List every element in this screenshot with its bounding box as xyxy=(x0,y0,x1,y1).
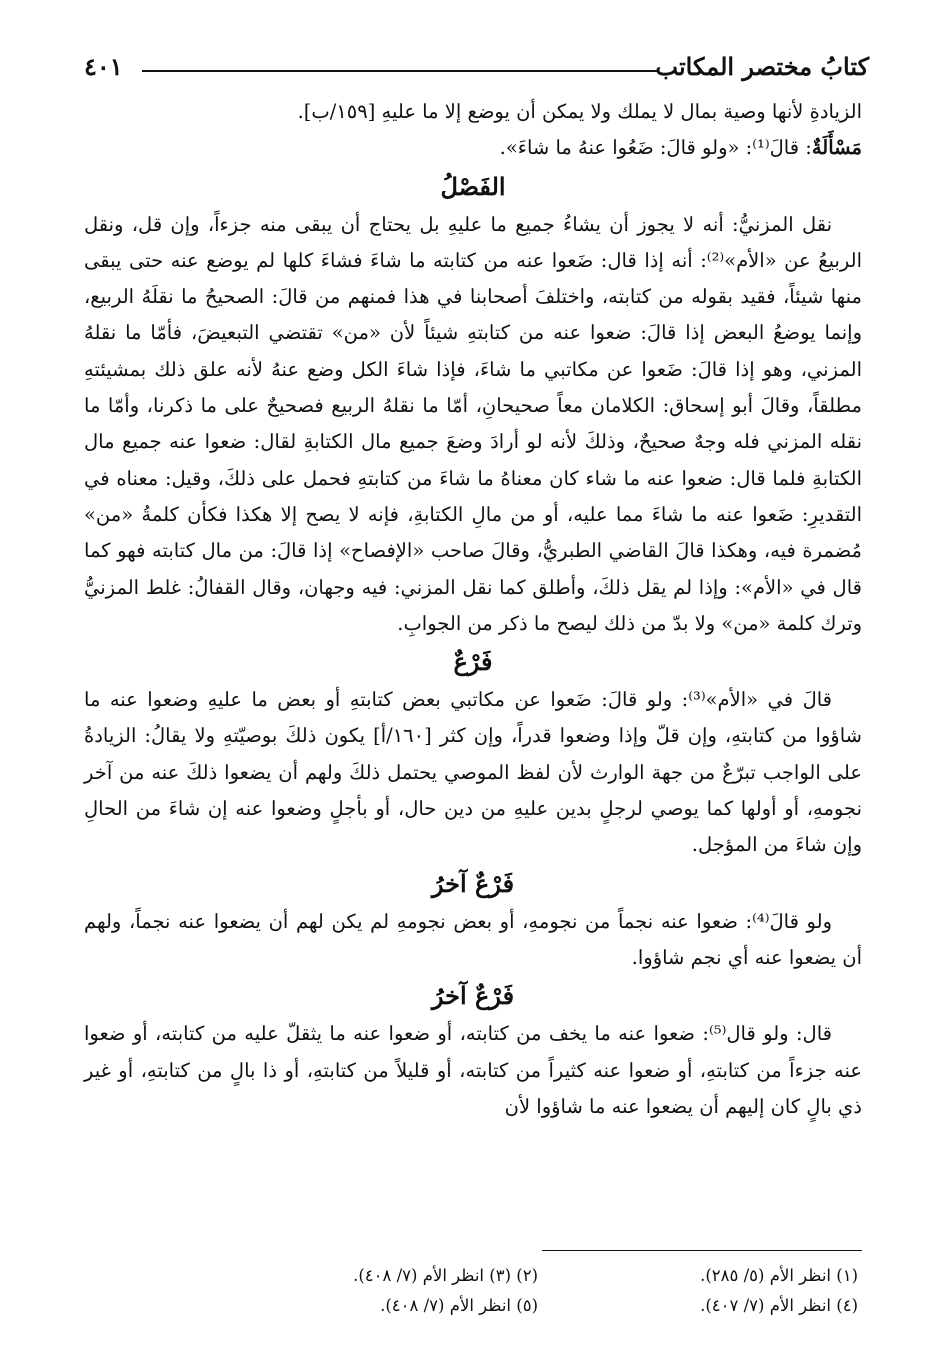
paragraph: نقل المزنيُّ: أنه لا يجوز أن يشاءُ جميع ما عليهِ بل يحتاج أن يبقى منه جزءاً، وإن قل، ونقل الربيعُ عن «الأم»⁽²⁾: أنه إذا قال: ضَعوا عنه من كتابته ما شاءَ فشاءَ كلها لم يوضع عنه حتى يبقى منها شيئاً، فقيد بقوله من كتابته، واختلفَ أصحابنا في هذا فمنهم من قالَ: الصحيحُ ما نقلَهُ الربيع، وإنما يوضعُ البعض إذا قالَ: ضعوا عنه من كتابتهِ شيئاً لأن «من» تقتضي التبعيضَ، فأمّا ما نقلهُ المزني، وهو إذا قالَ: ضَعوا عن مكاتبي ما شاءَ، فإذا شاءَ الكل وضع عنهُ لأنه علق ذلك بمشيئتهِ مطلقاً، وقالَ أبو إسحاق: الكلامان معاً صحيحانِ، أمّا ما نقلهُ الربيع فصحيحٌ على ما ذكرنا، وأمّا ما نقله المزني فله وجهٌ صحيحٌ، وذلكَ لأنه لو أرادَ وضعَ جميع مال الكتابةِ لقال: ضعوا عنه جميع مال الكتابةِ فلما قال: ضعوا عنه ما شاء كان معناهُ ما شاءَ من كتابتهِ فحمل على ذلكَ، وقيل: معناه في التقديرِ: ضَعوا عنه ما شاءَ مما عليه، أو من مالِ الكتابةِ، فإنه لا يصح إلا هكذا فكأن كلمةُ «من» مُضمرة فيه، وهكذا قالَ القاضي الطبريُّ، وقالَ صاحب «الإفصاح» إذا قالَ: من مال كتابته فهو كما قال في «الأم»: وإذا لم يقل ذلكَ، وأطلق كما نقل المزني: فيه وجهان، وقال القفالُ: غلط المزنيُّ وترك كلمة «من» ولا بدّ من ذلك ليصح ما ذكر من الجوابِ. xyxy=(84,212,863,635)
footnote-row xyxy=(88,1296,858,1324)
main-text xyxy=(84,94,862,1125)
section-heading-fasl: الفَصْلُ xyxy=(440,171,506,201)
masala-text: : قالَ⁽¹⁾: «ولو قالَ: ضَعُوا عنهُ ما شاءَ». xyxy=(499,136,812,160)
paragraph: قال: ولو قال⁽⁵⁾: ضعوا عنه ما يخف من كتابته، أو ضعوا عنه ما يثقلّ عليه من كتابته، أو ضعوا عنه جزءاً من كتابتهِ، أو ضعوا عنه كثيراً من كتابته، أو قليلاً من كتابتهِ، أو ذا بالٍ من كتابتهِ، أو غير ذي بالٍ كان إليهم أن يضعوا عنه ما شاؤوا لأن xyxy=(84,1022,862,1118)
masala-paragraph xyxy=(84,130,862,166)
footnote-1: (١) انظر الأم (٥/ ٢٨٥). xyxy=(700,1266,858,1285)
header-rule xyxy=(142,70,659,72)
page-number: ٤٠١ xyxy=(84,52,123,81)
section-heading-far-akhar: فَرْعٌ آخرُ xyxy=(431,868,515,898)
running-title: كتابُ مختصر المكاتب xyxy=(655,52,869,81)
footnote-rule xyxy=(542,1250,862,1251)
page-header xyxy=(84,52,869,92)
section-heading-far: فَرْعٌ xyxy=(453,647,493,677)
footnote-row xyxy=(88,1266,858,1294)
masala-label: مَسْأَلَةٌ xyxy=(811,136,862,160)
footnote-5: (٥) انظر الأم (٧/ ٤٠٨). xyxy=(380,1296,538,1315)
footnote-2-3: (٢) (٣) انظر الأم (٧/ ٤٠٨). xyxy=(353,1266,538,1285)
section-heading-far-akhar: فَرْعٌ آخرُ xyxy=(431,981,515,1011)
footnote-4: (٤) انظر الأم (٧/ ٤٠٧). xyxy=(700,1296,858,1315)
paragraph: ولو قالَ⁽⁴⁾: ضعوا عنه نجماً من نجومهِ، أو بعض نجومهِ لم يكن لهم أن يضعوا عنه نجماً، ولهم أن يضعوا عنه أي نجم شاؤوا. xyxy=(84,909,862,969)
paragraph: قالَ في «الأم»⁽³⁾: ولو قالَ: ضَعوا عن مكاتبي بعض كتابتهِ أو بعض ما عليهِ وضعوا عنه ما شاؤوا من كتابتهِ، وإن قلّ وإذا وضعوا قدراً، وإن كثر [١٦٠/أ] يكون ذلكَ بوصيّتهِ ولا يقالُ: الزيادةُ على الواجب تبرّعٌ من جهة الوارث لأن لفظ الموصي يحتمل ذلكَ ولهم أن يضعوا ذلكَ عنه من آخر نجومهِ، أو أولها كما يوصي لرجلٍ بدين عليهِ من دين حال، أو بأجلٍ وضعوا عنه إن شاءَ من الحالِ وإن شاءَ من المؤجل. xyxy=(84,688,862,857)
paragraph: الزيادةِ لأنها وصية بمال لا يملك ولا يمكن أن يوضع إلا ما عليهِ [١٥٩/ب]. xyxy=(297,100,862,123)
